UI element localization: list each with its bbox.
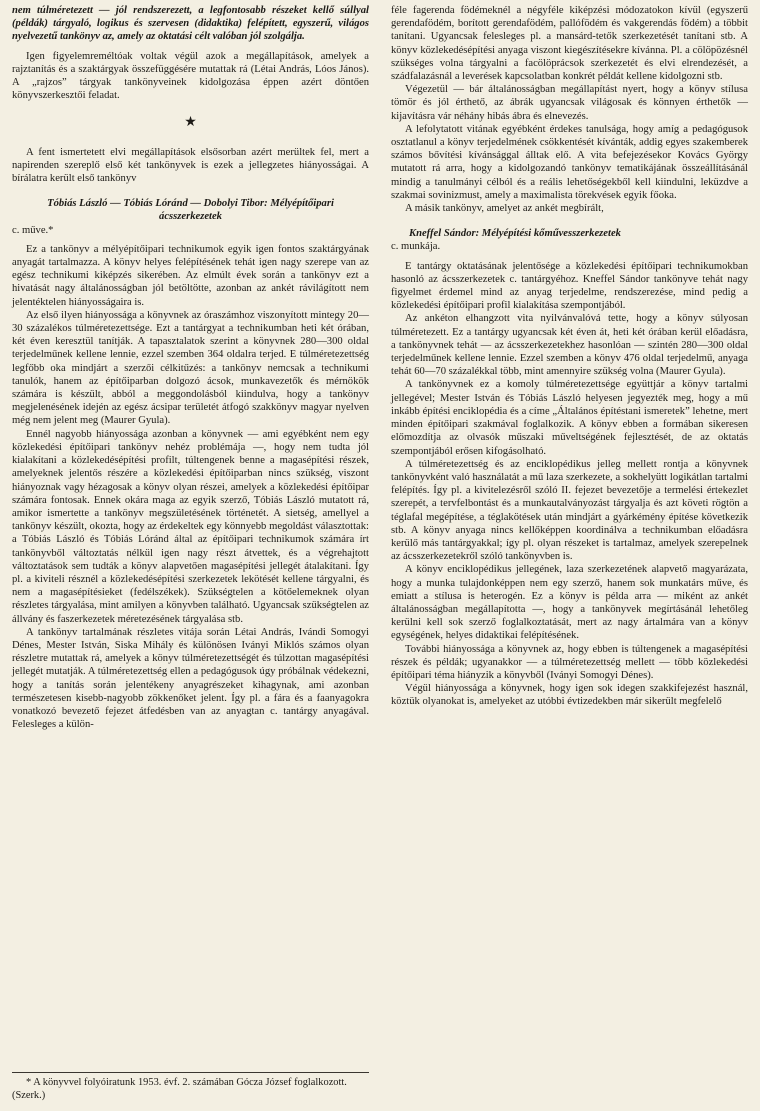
paragraph: A lefolytatott vitának egyébként érdekes tanulsága, hogy amíg a pedagógusok osztatlanul a könyv terjedelmének csökkentését kívánták, addig egyes szakemberek számos bővítési kívánsággal álltak elő. A vita befejezésekor Kovács György mutatott rá arra, hogy a kidolgozandó tankönyv tematikájának összeállításánál mindig a tanulmányi célból és a reális lehetőségekből kell kiindulni, leküzdve a szakmai sovinizmust, amely a maximalista törekvések egyik főoka. — [391, 123, 748, 201]
footnote-text: * A könyvvel folyóiratunk 1953. évf. 2. számában Gócza József foglalkozott. (Szerk.) — [12, 1077, 347, 1101]
paragraph: Végezetül — bár általánosságban megállapítást nyert, hogy a könyv stílusa tömör és jól érthető, az ábrák ugyancsak világosak és könnyen érthetők — kijavításra vár néhány hibás ábra és elnevezés. — [391, 84, 748, 122]
paragraph: féle fagerenda födémeknél a négyféle kiképzési módozatokon kívül (egyszerű gerendafödém, borított gerendafödém, pallófödém és vakgerendás födém) a többit tanítani. Ugyancsak felesleges pl. a mansárd-tetők szerkezetését tanítani stb. A könyv közlekedésépítési anyaga viszont kiegészítésekre kívánna. Pl. a cölöpözésnél szükséges volna tárgyalni a facölöprácsok szerkezetét és elvi elrendezését, a szádfalazásnál a leverések kapcsolatban konkrét példát kellene kidolgozni stb. — [391, 5, 748, 83]
paragraph: A tankönyv tartalmának részletes vitája során Létai András, Ivándi Somogyi Dénes, Mester István, Siska Mihály és különösen Iványi Miklós számos olyan részletre mutattak rá, amelyek a könyv túlméretezettségét és túlzottan magasépítési jellegét mutatják. A túlméretezettség ellen a pedagógusok úgy próbálnak védekezni, hogy a tanítás során jelentékeny anyagrészeket kihagynak, ami azonban természetesen kisebb-nagyobb zökkenőket jelent. Így pl. a fára és a faanyagokra vonatkozó bevezető fejezet átfedésben van az anyagtan c. tantárgy anyagával. Felesleges a külön- — [12, 626, 369, 731]
paragraph: E tantárgy oktatásának jelentősége a közlekedési építőipari technikumokban hasonló az ácsszerkezetek c. tantárgyéhoz. Kneffel Sándor tankönyve tehát nagy figyelmet érdemel mind az anyag terjedelme, rendszerezése, mind pedig a közlekedési építőipari profil kialakítása szempontjából. — [391, 260, 748, 312]
paragraph: Ez a tankönyv a mélyépítőipari technikumok egyik igen fontos szaktárgyának anyagát tartalmazza. A könyv helyes felépítésének tehát igen nagy szerepe van az egész technikumi kiképzés sikerében. Az elmúlt évek során a tankönyv ezt a hivatását nagy általánosságban jól betöltötte, azonban az ankét rávilágított nem jelentéktelen hiányosságaira is. — [12, 243, 369, 308]
paragraph: Ennél nagyobb hiányossága azonban a könyvnek — ami egyébként nem egy közlekedési építőipari tankönyv nehéz problémája —, hogy nem tudta jól kialakítani a közlekedésépítési profilt, túltengenek benne a magasépítési részek, amelyeknek jelentős részére a közlekedési építőiparban nincs szükség, viszont hiányoznak vagy hézagosak a könyv olyan részei, amelyek a közlekedési építőipar számára fontosak. Ennek okára maga az egyik szerző, Tóbiás László mutatott rá, amikor ismertette a tankönyv megszületésének történetét. A sietség, amellyel a tankönyv készült, okozta, hogy az érdekeltek egy könnyebb megoldást választottak: a Tóbiás László és Tóbiás Lóránd által az építőipari technikumok számára írt tankönyvből változtatás nélkül igen nagy részt átvettek, és a végrehajtott változtatások sem tudták a könyv alapvetően magasépítési jellegét átalakítani. Így pl. a kiviteli résznél a közlekedésépítési szerkezetek lekötését kellene tárgyalni, és nem a magasépítésieket (fedélszékek). Szükségtelen a kötőelemeknek olyan részletes tárgyalása, mint amilyen a könyvben található. Ugyancsak szükségtelen az állvány és faszerkezetek méretezésének tárgyalása stb. — [12, 428, 369, 625]
paragraph: További hiányossága a könyvnek az, hogy ebben is túltengenek a magasépítési részek és példák; ugyanakkor — a túlméretezettség mellett — több közlekedési építőipari téma hiányzik a könyvből (Iványi Somogyi Dénes). — [391, 643, 748, 681]
left-column — [12, 4, 369, 731]
paragraph: A fent ismertetett elvi megállapítások elsősorban azért merültek fel, mert a napirenden szereplő első két tankönyvek is ezek a jellegzetes hiányosságai. A bírálatra került első tankönyv — [12, 146, 369, 185]
paragraph: A túlméretezettség és az enciklopédikus jelleg mellett rontja a könyvnek tankönyvként való használatát a mű laza szerkezete, a sokhelyütt logikátlan tartalmi felépítés. Így pl. a kivitelezésről szóló II. fejezet bevezetője a termelési értekezlet szerepét, a tervfelbontást és a munkautalványozást tárgyalja és azt követi rögtön a téglafal megépítése, a téglakötések után mindjárt a gyárkémény építése következik stb. A könyv anyaga nincs kellőképpen koordinálva a technikumban előadásra kerülő más tantárgyakkal; így pl. olyan részeket is tartalmaz, amelyek szerepelnek az ácsszerkezetekről szóló tankönyvben is. — [391, 458, 748, 563]
paragraph: A tankönyvnek ez a komoly túlméretezettsége együttjár a könyv tartalmi jellegével; Mester István és Tóbiás László helyesen jegyezték meg, hogy a mű inkább építési enciklopédia és a címe „Általános építéstani ismeretek” lehetne, mert minden építőipari szakmával foglalkozik. A könyv ebben a formában sikeresen előmozdítja az olvasók műszaki műveltségének fejlesztését, de az oktatás szempontjából erősen kifogásolható. — [391, 379, 748, 457]
star-separator-icon: ★ — [184, 115, 197, 131]
paragraph: Végül hiányossága a könyvnek, hogy igen sok idegen szakkifejezést használ, köztük olyanokat is, amelyeket az utóbbi évtizedekben már sikerült megfelelő — [391, 683, 748, 708]
book-title: Kneffel Sándor: Mélyépítési kőművesszerkezetek — [409, 228, 621, 240]
paragraph: A könyv enciklopédikus jellegének, laza szerkezetének alapvető magyarázata, hogy a munka tulajdonképpen nem egy szerző, hanem sok munkatárs műve, és emiatt a stílusa is heterogén. Ez a könyv is példa arra — miként az ankét általánosságban megállapította —, hogy a tankönyvek megírtásánál lehetőleg kerülni kell sok szerző foglalkoztatását, mert az nagy ártalmára van a könyv egységének, helyes didaktikai felépítésének. — [391, 564, 748, 642]
paragraph: Az ankéton elhangzott vita nyilvánvalóvá tette, hogy a könyv súlyosan túlméretezett. Ez a tantárgy ugyancsak két éven át, heti két órában kerül előadásra, a tankönyvnek tehát — az ácsszerkezetekhez hasonlóan — szintén 280—300 oldal terjedelműnek kellene lennie. Ezzel szemben a könyv 476 oldal terjedelmű, anyaga tehát 60—70 százalékkal több, mint amennyire szükség volna (Maurer Gyula). — [391, 313, 748, 378]
paragraph: nem túlméretezett — jól rendszerezett, a legfontosabb részeket kellő súllyal (példák) tárgyaló, logikus és szervesen (didaktika) felépített, egyszerű, világos nyelvezetű tankönyv az, amely az oktatási célt valóban jól szolgálja. — [12, 5, 369, 43]
book-title-suffix: c. műve.* — [12, 224, 54, 236]
right-column — [391, 4, 748, 709]
book-title-suffix: c. munkája. — [391, 241, 441, 253]
paragraph: A másik tankönyv, amelyet az ankét megbírált, — [405, 203, 604, 215]
paragraph: Az első ilyen hiányossága a könyvnek az óraszámhoz viszonyított mintegy 20—30 százalékos túlméretezettsége. Ezt a tantárgyat a technikumban heti két órában, két éven keresztül tanítják. A tapasztalatok szerint a könyvnek 280—300 oldal terjedelműnek kellene lennie, ezzel szemben 364 oldalra terjed. E túlméretezettség legfőbb oka mindjárt a szerzői célkitűzés: a tankönyv nemcsak a technikumi tanulók, hanem az építőiparban dolgozó ácsok, munkavezetők és mérnökök számára is készült, abból a meggondolásból kiindulva, hogy a tankönyv megjelenésének idején az egész ácsipar területét átfogó szakkönyv magyar nyelven még nem jelent meg (Maurer Gyula). — [12, 309, 369, 427]
paragraph: Igen figyelemreméltóak voltak végül azok a megállapítások, amelyek a rajztanítás és a szaktárgyak összefüggésére mutattak rá (Létai András, Lóos János). A „rajzos” tárgyak tankönyveinek kidolgozása éppen azért döntően könyvszerkesztői feladat. — [12, 50, 369, 102]
book-title: Tóbiás László — Tóbiás Lóránd — Dobolyi Tibor: Mélyépítőipari ácsszerkezetek — [47, 198, 334, 223]
footnote — [12, 1072, 369, 1102]
